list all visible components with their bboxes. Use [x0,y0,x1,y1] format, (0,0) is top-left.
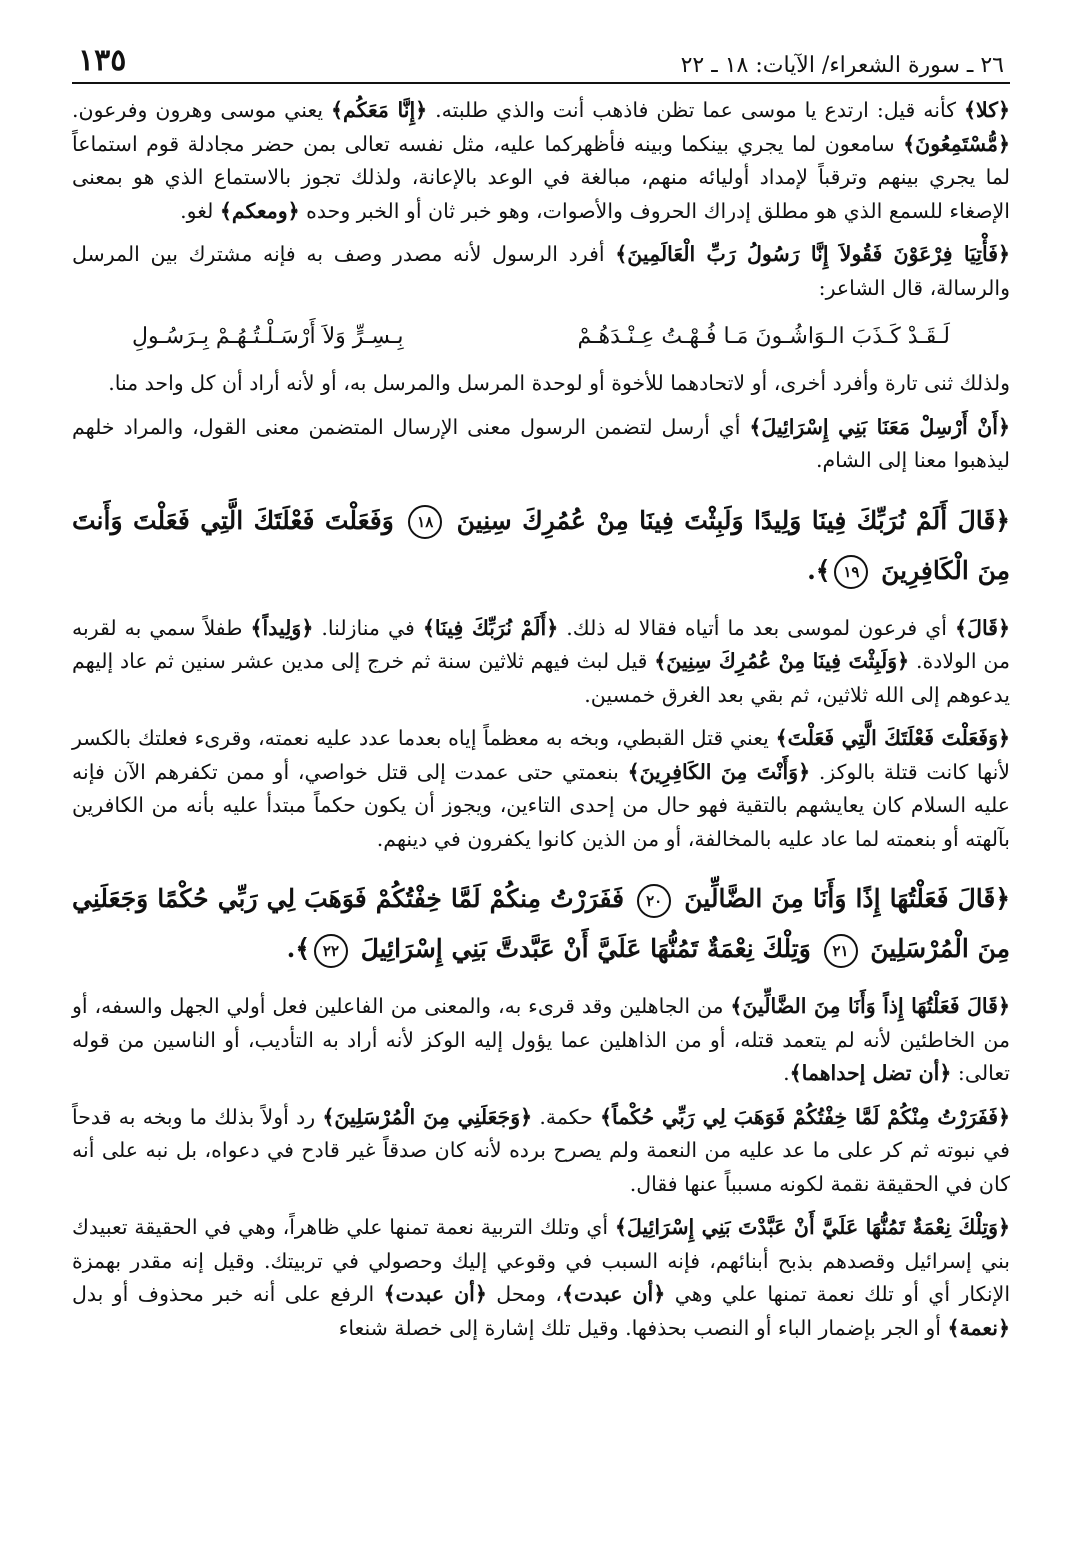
commentary-text: طفلاً سمي به لقربه من الولادة. [72,615,1010,673]
commentary-text: رد أولاً بذلك ما وبخه به قدحاً في نبوته ثم كر على ما عد عليه من النعمة ولم يصرح برده لأنه كان صدقاً غير قادح في دعواه، بل نبه على أنه كان في الحقيقة نقمة لكونه مسبباً عنها فقال. [72,1104,1010,1196]
commentary-text: من الجاهلين وقد قرىء به، والمعنى من الفاعلين فعل أولي الجهل والسفه، أو من الخاطئين لأنه لم يتعمد قتله، أو من الذاهلين عما يؤول إليه الوكز لأنه أراد به التأديب، أو الناسين من قوله تعالى: [72,994,1010,1085]
commentary-paragraph [72,1211,1010,1345]
commentary-text: يعني قتل القبطي، وبخه به معظماً إياه بعدما عدد عليه نعمته، وقرىء فعلتك بالكسر لأنها كانت قتلة بالوكز. [72,726,1010,784]
commentary-paragraph [72,990,1010,1091]
quran-verses-18-19 [72,496,1010,596]
ayah-number-marker: ٢١ [824,934,858,968]
quoted-quran-phrase: ﴿إِنَّا مَعَكُم﴾ [331,98,428,122]
commentary-paragraph [72,94,1010,228]
commentary-text: سامعون لما يجري بينكما وبينه فأظهركما عليه، مثل نفسه تعالى بمن حضر مجادلة قوم استماعاً لما يجري بينهم وترقباً لإمداد أوليائه منهم، مبالغة في الوعد بالإعانة، ولذلك تجوز بالاستماع الذي هو بمعنى الإصغاء للسمع الذي هو مطلق إدراك الحروف والأصوات، وهو خبر ثان أو الخبر وحده [72,131,1010,223]
quran-text: ﴿قَالَ أَلَمْ نُرَبِّكَ فِينَا وَلِيدًا وَلَبِثْتَ فِينَا مِنْ عُمُرِكَ سِنِينَ [456,505,1010,535]
quoted-quran-phrase: ﴿مُّسْتَمِعُونَ﴾ [903,131,1010,156]
page-header [72,38,1010,84]
quran-text: ﴿قَالَ فَعَلْتُهَا إِذًا وَأَنَا مِنَ الضَّالِّينَ [684,884,1010,913]
running-header-title: ٢٦ ـ سورة الشعراء/ الآيات: ١٨ ـ ٢٢ [680,53,1004,78]
commentary-text: أي أرسل لتضمن الرسول معنى الإرسال المتضمن معنى القول، والمراد خلهم ليذهبوا معنا إلى الشام. [72,414,1010,472]
quran-text: وَفَعَلْتَ فَعْلَتَكَ الَّتِي فَعَلْتَ وَأَنتَ مِنَ الْكَافِرِينَ [72,505,1010,585]
quran-closing-bracket: ﴾. [286,934,310,963]
commentary-text: أفرد الرسول لأنه مصدر وصف به فإنه مشترك بين المرسل والرسالة، قال الشاعر: [72,242,1010,300]
poetry-verse [72,315,1010,359]
ayah-number-marker: ٢٠ [637,884,671,918]
quoted-quran-phrase: ﴿قَالَ فَعَلْتُهَا إِذاً وَأَنَا مِنَ الضَّالِّينَ﴾ [730,994,1010,1018]
quoted-quran-phrase: ﴿وَأَنْتَ مِنَ الكَافِرِينَ﴾ [627,759,811,784]
quoted-quran-phrase: ﴿أَنْ أَرْسِلْ مَعَنَا بَنِي إِسْرَائِيلَ﴾ [749,414,1010,439]
quoted-quran-phrase: ﴿ومعكم﴾ [219,198,300,223]
page-number: ١٣٥ [78,43,127,78]
commentary-text: أي وتلك التربية نعمة تمنها علي ظاهراً، وهي في الحقيقة تعبيدك بني إسرائيل وقصدهم بذبح أبنائهم، فإنه السبب في وقوعي إليك وحصولي في تربيتك. وقيل إنه مقدر بهمزة الإنكار أي أو تلك نعمة تمنها علي وهي [72,1215,1011,1306]
commentary-text: أي فرعون لموسى بعد ما أتياه فقالا له ذلك. [558,615,956,640]
quoted-quran-phrase: ﴿وَلِيداً﴾ [250,615,314,640]
commentary-text: كأنه قيل: ارتدع يا موسى عما تظن فاذهب أنت والذي طلبته. [427,98,964,122]
quoted-quran-phrase: ﴿وَجَعَلَنِي مِنَ الْمُرْسَلِينَ﴾ [322,1104,533,1129]
commentary-text: ولذلك ثنى تارة وأفرد أخرى، أو لاتحادهما للأخوة أو لوحدة المرسل والمرسل به، أو لأنه أراد أن كل واحد منا. [108,371,1010,395]
ayah-number-marker: ١٨ [408,505,442,539]
ayah-number-marker: ٢٢ [314,934,348,968]
ayah-number-marker: ١٩ [834,555,868,589]
commentary-paragraph [72,238,1010,305]
commentary-text: لغو. [180,198,220,223]
commentary-paragraph [72,367,1010,401]
quran-verses-20-22 [72,874,1010,974]
commentary-paragraph [72,411,1010,478]
commentary-text: . [783,1061,790,1085]
quoted-quran-phrase: ﴿فَفَرَرْتُ مِنْكُمْ لَمَّا خِفْتُكُمْ فَوَهَبَ لِي رَبِّي حُكْماً﴾ [600,1104,1011,1129]
quoted-quran-phrase: ﴿كلا﴾ [963,98,1010,122]
commentary-text: بنعمتي حتى عمدت إلى قتل خواصي، أو ممن تكفرهم الآن فإنه عليه السلام كان يعايشهم بالتقية فهو حال من إحدى التاءين، ويجوز أن يكون حكماً مبتدأ عليه بأنه من الكافرين بآلهته أو بنعمته لما عاد عليه بالمخالفة، أو من الذين كانوا يكفرون في دينهم. [72,759,1010,851]
commentary-paragraph [72,612,1010,713]
quoted-quran-phrase: ﴿فَأْتِيَا فِرْعَوْنَ فَقُولاَ إِنَّا رَسُولُ رَبِّ الْعَالَمِينَ﴾ [615,242,1011,266]
quoted-quran-phrase: ﴿نعمة﴾ [947,1315,1010,1340]
commentary-text: يعني موسى وهرون وفرعون. [72,98,332,122]
quoted-quran-phrase: ﴿وَتِلْكَ نِعْمَةٌ تَمُنُّهَا عَلَيَّ أَنْ عَبَّدْتَ بَنِي إِسْرَائِيلَ﴾ [614,1215,1010,1239]
commentary-paragraph [72,722,1010,856]
commentary-text: في منازلنا. [313,615,423,640]
quoted-quran-phrase: ﴿قَالَ﴾ [955,615,1010,640]
quoted-quran-phrase: ﴿أن عبدت﴾ [383,1282,487,1306]
quran-closing-bracket: ﴾. [807,555,831,585]
commentary-paragraph [72,1101,1010,1202]
quoted-quran-phrase: ﴿وَلَبِثْتَ فِينَا مِنْ عُمُرِكَ سِنِينَ﴾ [654,649,910,673]
quran-text: وَتِلْكَ نِعْمَةٌ تَمُنُّهَا عَلَيَّ أَنْ عَبَّدتَّ بَنِي إِسْرَائِيلَ [360,934,811,963]
commentary-text: حكمة. [532,1104,601,1129]
verse-first-hemistich: لَـقَـدْ كَـذَبَ الـوَاشُـونَ مَـا فُـهْـتُ عِـنْـدَهُـمْ [577,324,950,349]
commentary-text: الرفع على أنه خبر محذوف أو بدل [72,1282,384,1306]
verse-second-hemistich: بِـسِـرٍّ وَلاَ أَرْسَـلْـتُـهُـمْ بِـرَسُـولِ [132,324,404,349]
quran-text: فَفَرَرْتُ مِنكُمْ لَمَّا خِفْتُكُمْ فَوَهَبَ لِي رَبِّي حُكْمًا وَجَعَلَنِي مِنَ الْمُرْسَلِينَ [72,884,1010,963]
quoted-quran-phrase: ﴿وَفَعَلْتَ فَعْلَتَكَ الَّتِي فَعَلْتَ﴾ [775,726,1010,750]
quoted-quran-phrase: ﴿أن عبدت﴾ [561,1282,666,1306]
page-content [72,94,1010,1345]
commentary-text: أو الجر بإضمار الباء أو النصب بحذفها. وقيل تلك إشارة إلى خصلة شنعاء [338,1315,948,1340]
commentary-text: قيل لبث فيهم ثلاثين سنة ثم خرج إلى مدين عشر سنين ثم عاد إليهم يدعوهم إلى الله ثلاثين، ثم بقي بعد الغرق خمسين. [72,649,1010,707]
quoted-quran-phrase: ﴿أن تضل إحداهما﴾ [789,1061,952,1085]
quoted-quran-phrase: ﴿أَلَمْ نُرَبِّكَ فِينَا﴾ [422,615,559,640]
commentary-text: ، ومحل [486,1282,562,1306]
